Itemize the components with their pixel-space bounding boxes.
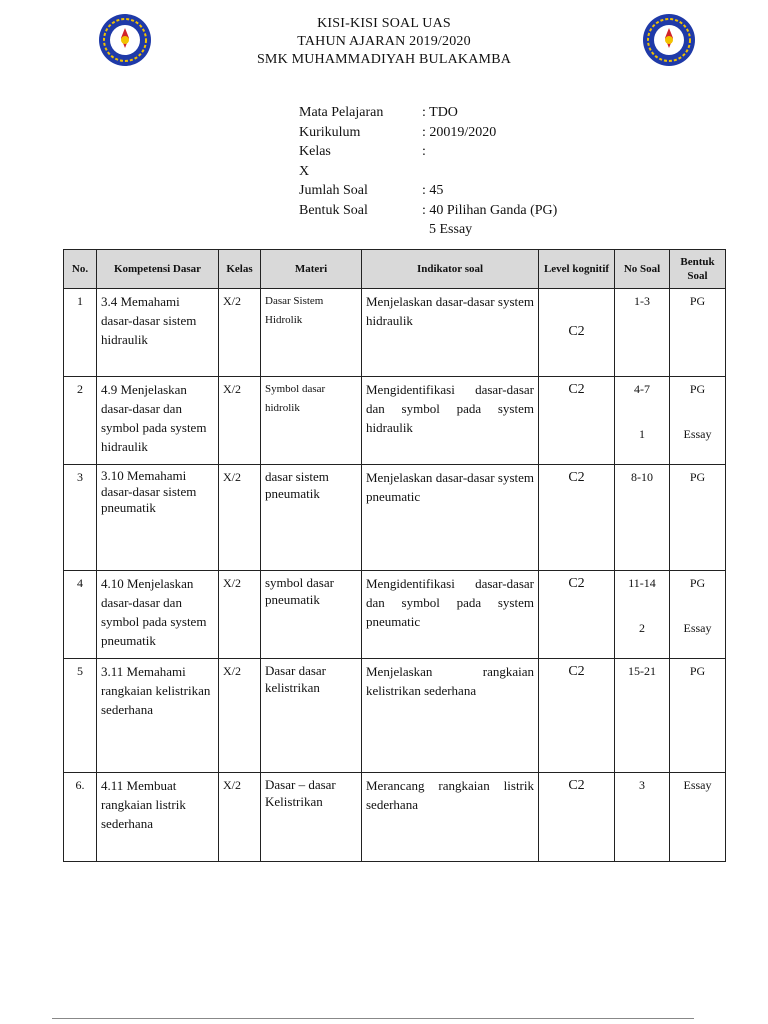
cell-no: 1: [64, 289, 97, 377]
cell-kelas: X/2: [219, 289, 261, 377]
bentuk-value: PG: [689, 664, 706, 678]
cell-materi: Symbol dasar hidrolik: [261, 377, 362, 465]
header-title: KISI-KISI SOAL UAS: [317, 16, 451, 31]
bentuk-value: PG: [689, 294, 706, 308]
cell-no: 4: [64, 571, 97, 659]
cell-kelas: X/2: [219, 377, 261, 465]
cell-indikator: Menjelaskan dasar-dasar system pneumatic: [362, 465, 539, 571]
cell-indikator: Menjelaskan dasar-dasar system hidraulik: [362, 289, 539, 377]
info-row-curriculum: Kurikulum : 20019/2020: [299, 124, 497, 140]
no-soal-value: 1-3: [634, 294, 650, 308]
cell-bentuk: [670, 571, 726, 659]
cell-kelas: X/2: [219, 465, 261, 571]
no-soal-value: 2: [639, 621, 645, 635]
cell-kompetensi: 4.10 Menjelaskan dasar-dasar dan symbol pada system pneumatik: [97, 571, 219, 659]
cell-kelas: X/2: [219, 659, 261, 773]
cell-indikator: Menjelaskan rangkaian kelistrikan sederhana: [362, 659, 539, 773]
no-soal-value: 11-14: [628, 576, 656, 590]
info-row-question-type: Bentuk Soal : 40 Pilihan Ganda (PG): [299, 202, 558, 218]
cell-no-soal: [615, 377, 670, 465]
cell-materi: dasar sistem pneumatik: [261, 465, 362, 571]
level-value: C2: [568, 324, 585, 339]
col-header-bentuk: Bentuk Soal: [670, 250, 726, 289]
footer-divider: [52, 1018, 694, 1019]
cell-no-soal: [615, 465, 670, 571]
cell-level: C2: [539, 773, 615, 862]
cell-kompetensi: 3.4 Memahami dasar-dasar sistem hidraulik: [97, 289, 219, 377]
cell-materi: Dasar dasar kelistrikan: [261, 659, 362, 773]
col-header-indikator: Indikator soal: [362, 250, 539, 289]
no-soal-value: 3: [639, 778, 645, 792]
document-header: [0, 15, 768, 69]
bentuk-value: PG: [689, 382, 706, 396]
col-header-kelas: Kelas: [219, 250, 261, 289]
bentuk-value: PG: [689, 576, 706, 590]
bentuk-value: Essay: [683, 427, 712, 441]
cell-bentuk: [670, 377, 726, 465]
col-header-materi: Materi: [261, 250, 362, 289]
cell-materi: Dasar Sistem Hidrolik: [261, 289, 362, 377]
table-row: [64, 377, 726, 465]
table-row: [64, 659, 726, 773]
cell-level: C2: [539, 377, 615, 465]
table-row: [64, 773, 726, 862]
cell-bentuk: [670, 773, 726, 862]
cell-indikator: Mengidentifikasi dasar-dasar dan symbol pada system hidraulik: [362, 377, 539, 465]
info-row-class: Kelas :: [299, 144, 426, 159]
cell-kelas: X/2: [219, 773, 261, 862]
cell-level: C2: [539, 571, 615, 659]
cell-bentuk: [670, 289, 726, 377]
cell-materi: Dasar – dasar Kelistrikan: [261, 773, 362, 862]
info-row-class-value: X: [299, 163, 310, 179]
cell-kelas: X/2: [219, 571, 261, 659]
header-school-name: SMK MUHAMMADIYAH BULAKAMBA: [256, 52, 512, 67]
cell-kompetensi: 4.11 Membuat rangkaian listrik sederhana: [97, 773, 219, 862]
bentuk-value: PG: [689, 470, 706, 484]
cell-no-soal: [615, 571, 670, 659]
cell-no-soal: [615, 289, 670, 377]
header-school-year: TAHUN AJARAN 2019/2020: [297, 34, 471, 49]
cell-kompetensi: 3.11 Memahami rangkaian kelistrikan sederhana: [97, 659, 219, 773]
exam-info: [299, 103, 557, 240]
table-row: [64, 289, 726, 377]
col-header-kompetensi: Kompetensi Dasar: [97, 250, 219, 289]
cell-bentuk: [670, 659, 726, 773]
no-soal-value: 8-10: [631, 470, 653, 484]
col-header-level: Level kognitif: [539, 250, 615, 289]
table-row: [64, 465, 726, 571]
cell-no: 5: [64, 659, 97, 773]
cell-indikator: Merancang rangkaian listrik sederhana: [362, 773, 539, 862]
cell-materi: symbol dasar pneumatik: [261, 571, 362, 659]
cell-level: C2: [539, 659, 615, 773]
kisi-kisi-table: [63, 249, 726, 862]
no-soal-value: 4-7: [634, 382, 650, 396]
cell-kompetensi: 3.10 Memahami dasar-dasar sistem pneumatik: [97, 465, 219, 571]
cell-no: 6.: [64, 773, 97, 862]
info-row-question-type-essay: 5 Essay: [422, 222, 473, 237]
cell-no: 3: [64, 465, 97, 571]
cell-no-soal: [615, 773, 670, 862]
info-row-subject: Mata Pelajaran : TDO: [299, 105, 458, 120]
cell-kompetensi: 4.9 Menjelaskan dasar-dasar dan symbol pada system hidraulik: [97, 377, 219, 465]
col-header-no-soal: No Soal: [615, 250, 670, 289]
no-soal-value: 15-21: [628, 664, 656, 678]
col-header-no: No.: [64, 250, 97, 289]
table-header-row: [64, 250, 726, 289]
cell-level: [539, 289, 615, 377]
bentuk-value: Essay: [683, 621, 712, 635]
info-row-question-count: Jumlah Soal : 45: [299, 183, 444, 198]
cell-indikator: Mengidentifikasi dasar-dasar dan symbol pada system pneumatic: [362, 571, 539, 659]
cell-no: 2: [64, 377, 97, 465]
bentuk-value: Essay: [683, 778, 712, 792]
cell-no-soal: [615, 659, 670, 773]
cell-level: C2: [539, 465, 615, 571]
cell-bentuk: [670, 465, 726, 571]
table-row: [64, 571, 726, 659]
no-soal-value: 1: [639, 427, 645, 441]
